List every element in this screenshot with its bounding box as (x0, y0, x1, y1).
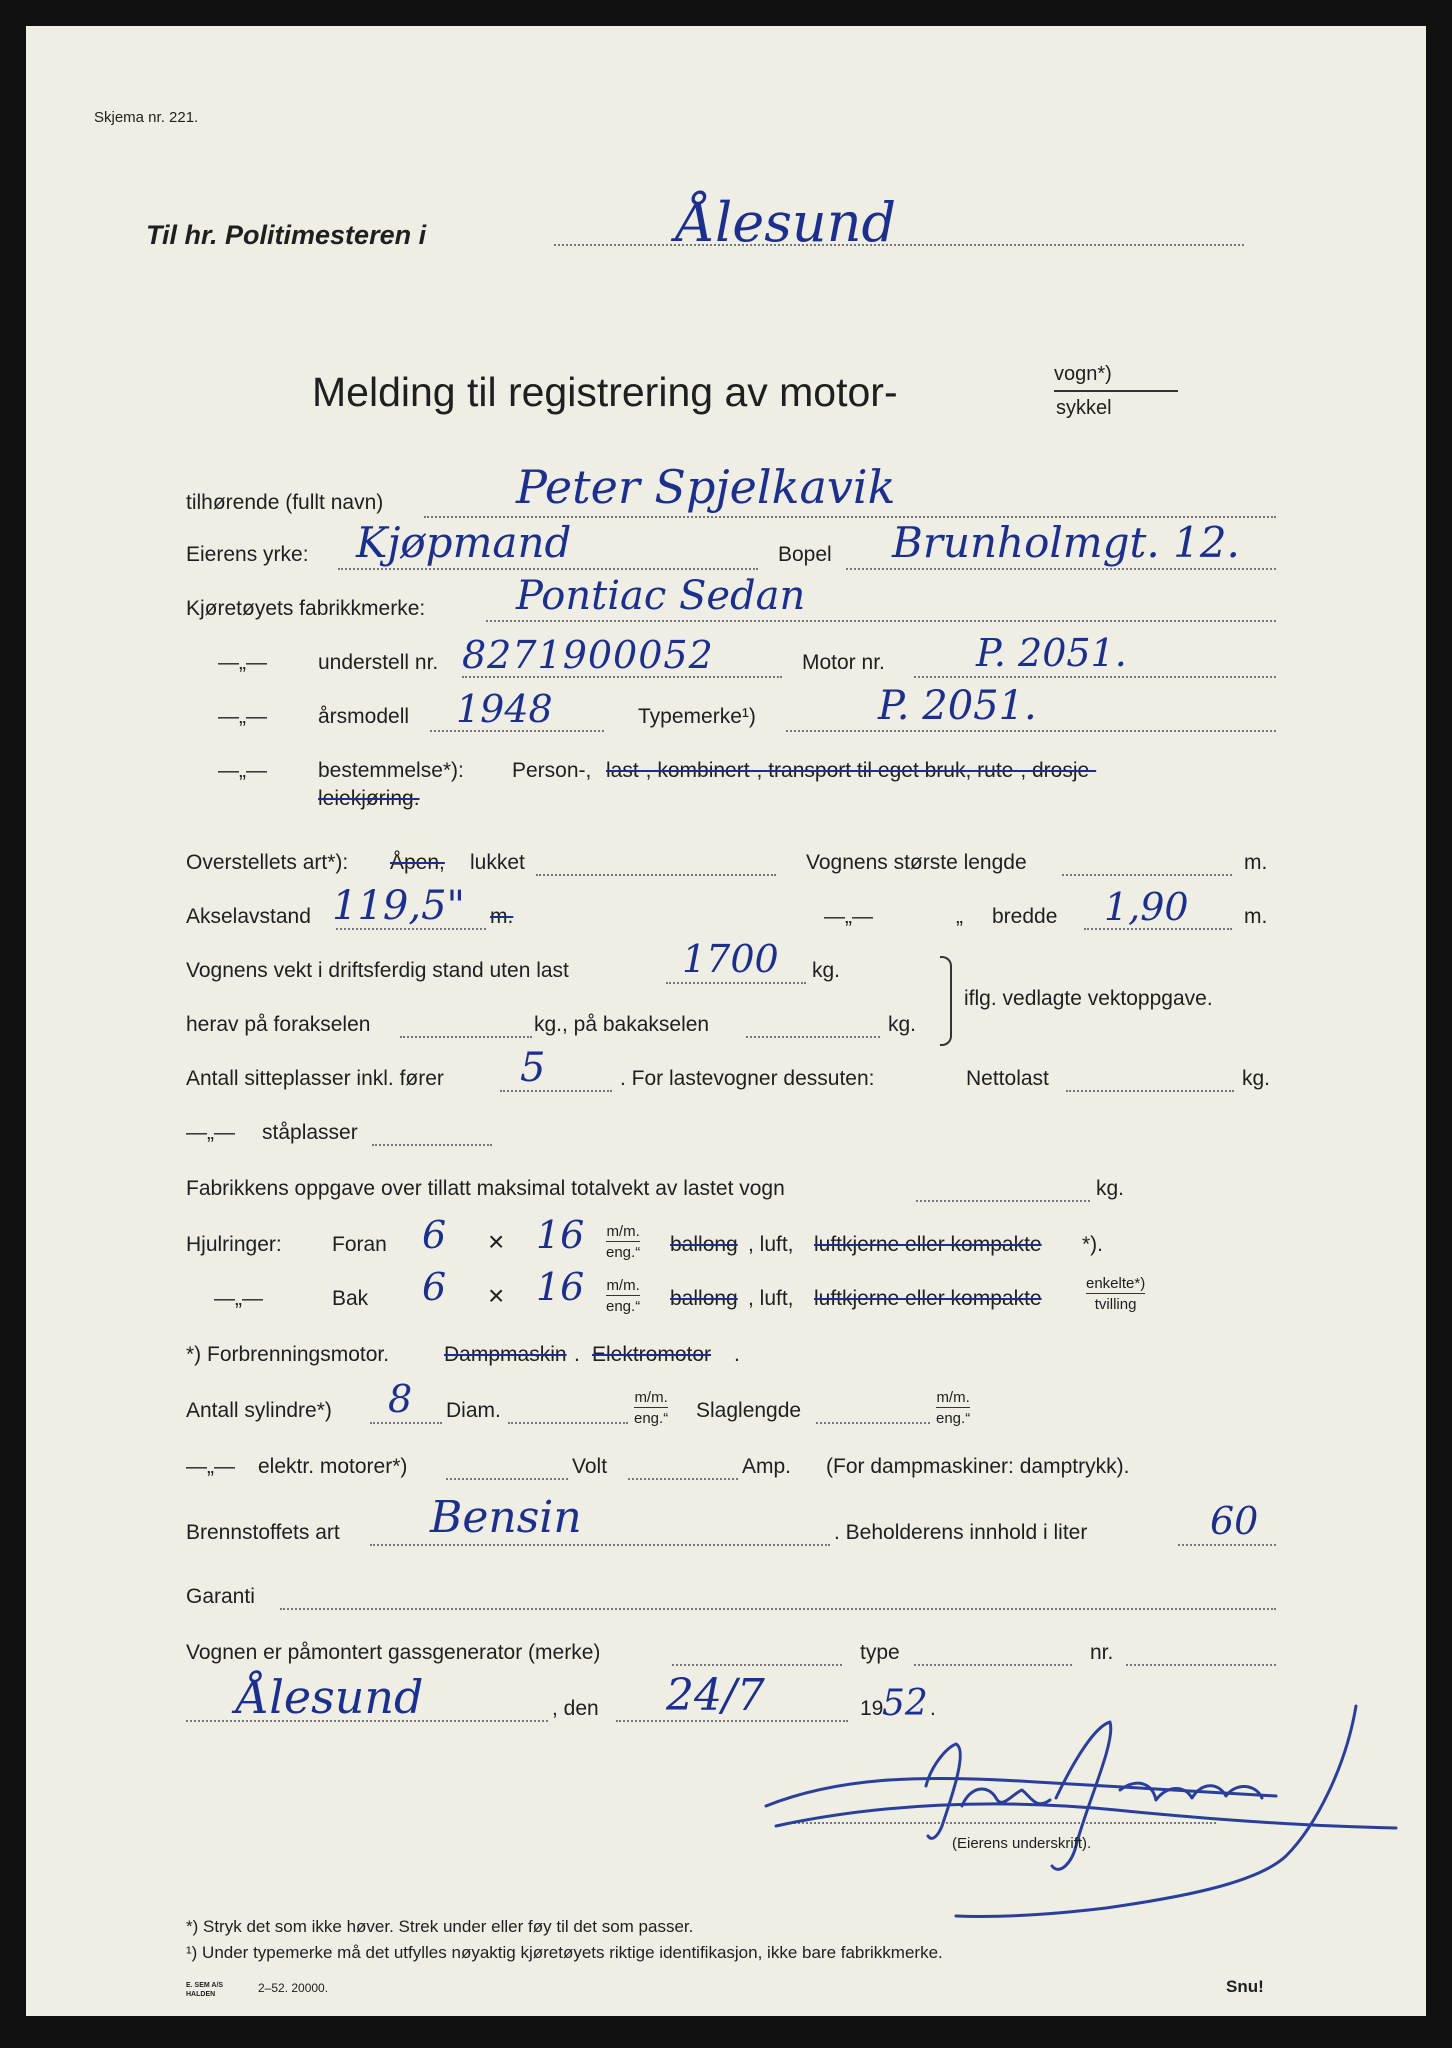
standing-label: ståplasser (262, 1121, 358, 1144)
address-label: Bopel (778, 543, 832, 566)
city-value: Ålesund (676, 191, 897, 254)
guarantee-label: Garanti (186, 1585, 255, 1608)
net-load-label: Nettolast (966, 1067, 1049, 1090)
tyres-rear-solid: luftkjerne eller kompakte (814, 1287, 1042, 1310)
weight-attachment-note: iflg. vedlagte vektoppgave. (964, 987, 1213, 1010)
title-fraction-line (1054, 390, 1178, 392)
occupation-value: Kjøpmand (356, 518, 572, 567)
tyres-rear-label: Bak (332, 1287, 369, 1310)
tyres-rear-mm: m/m. (606, 1277, 640, 1294)
fuel-label: Brennstoffets art (186, 1521, 340, 1544)
year-suffix: 52 (882, 1683, 928, 1724)
printer-city: HALDEN (186, 1991, 216, 1998)
make-value: Pontiac Sedan (516, 573, 806, 619)
steam-engine-label: Dampmaskin (444, 1343, 567, 1366)
tyres-rear-b: 16 (536, 1265, 585, 1309)
wheelbase-unit: m. (490, 905, 514, 928)
occupation-label: Eierens yrke: (186, 543, 309, 566)
motor-no-label: Motor nr. (802, 651, 885, 674)
chassis-label: understell nr. (318, 651, 439, 674)
length-unit: m. (1244, 851, 1268, 874)
owner-name-label: tilhørende (fullt navn) (186, 491, 384, 514)
body-closed: lukket (470, 851, 525, 874)
dash-6: —„— (214, 1287, 263, 1310)
rear-axle-unit: kg. (888, 1013, 917, 1036)
print-code: 2–52. 20000. (258, 1981, 329, 1995)
weight-value: 1700 (682, 937, 779, 981)
tyres-front-note: *). (1082, 1233, 1103, 1256)
tyres-rear-single: enkelte*) (1086, 1275, 1146, 1292)
diameter-label: Diam. (446, 1399, 501, 1422)
tyres-front-b: 16 (536, 1213, 585, 1257)
max-weight-label: Fabrikkens oppgave over tillatt maksimal totalvekt av lastet vogn (186, 1177, 785, 1200)
purpose-leiekjoring: leiekjøring. (318, 787, 420, 810)
seats-label: Antall sitteplasser inkl. fører (186, 1067, 444, 1090)
length-label: Vognens største lengde (806, 851, 1027, 874)
owner-signature (756, 1683, 1416, 1926)
gas-nr-label: nr. (1090, 1641, 1114, 1664)
gas-generator-label: Vognen er påmontert gassgenerator (merke) (186, 1641, 601, 1664)
tyres-front-a: 6 (422, 1213, 447, 1257)
tyres-rear-x: × (488, 1280, 505, 1311)
footnote-2: ¹) Under typemerke må det utfylles nøyaktig kjøretøyets riktige identifikasjon, ikke bare fabrikkmerke. (186, 1943, 943, 1962)
tyres-label: Hjulringer: (186, 1233, 282, 1256)
model-year-label: årsmodell (318, 705, 410, 728)
place-value: Ålesund (236, 1670, 424, 1724)
motor-no-value: P. 2051. (976, 631, 1127, 675)
purpose-label: bestemmelse*): (318, 759, 464, 782)
registration-form-sheet: Skjema nr. 221. Til hr. Politimesteren i Ålesund Melding til registrering av motor- vogn*) sykkel tilhørende (fullt navn) Peter Spjelkavik Eierens yrke: Kjøpmand Bopel Brunholmgt. 12. Kjøretøyets fabrikkmerke: Pontiac Sedan —„— understell nr. 8271900052 Motor nr. P. 2051. —„— årsmodell 1948 Typemerke¹) P. 2051. —„— bestemmelse*): Person-, last-, kombinert-, transport til eget bruk, rute-, drosje- leiekjøring. Overstellets art*): Åpen, lukket Vognens største lengde m. Akselavstand 119,5" m. —„— „ bredde 1,90 m. Vognens vekt i driftsferdig stand uten last 1700 kg. herav på forakselen kg., på bakakselen kg. iflg. vedlagte vektoppgave. Antall sitteplasser inkl. fører 5 . For lastevogner dessuten: Nettolast kg. —„— ståplasser Fabrikkens oppgave over tillatt maksimal totalvekt av lastet vogn kg. Hjulringer: Foran 6 × 16 m/m. eng.“ ballong , luft, luftkjerne eller kompakte *). —„— Bak 6 × 16 m/m. eng.“ ballong , luft, luftkjerne eller kompakte enkelte*) tvilling *) Forbrenningsmotor. Dampmaskin . Elektromotor . Antall sylindre*) 8 Diam. m/m. eng.“ Slaglengde m/m. eng.“ —„— elektr. motorer*) Volt Amp. (For dampmaskiner: damptrykk). Brennstoffets art Bensin . Beholderens innhold i liter 60 Garanti Vognen er påmontert gassgenerator (merke) type nr. Ålesund , den 24/7 19 52 . (Eierens underskrift). *) Stryk det som ikke høver. Strek under eller føy til det som passer. ¹) Under typemerke må det utfylles nøyaktig kjøretøyets riktige identifikasjon, ikke bare fabrikkmerke. E. SEM A/S HALDEN 2–52. 20000. Snu! (26, 26, 1426, 2016)
title-vogn: vogn*) (1054, 363, 1112, 385)
body-open: Åpen, (390, 851, 445, 874)
stroke-mm: m/m. (936, 1389, 970, 1406)
volt-label: Volt (572, 1455, 608, 1478)
footnote-1: *) Stryk det som ikke høver. Strek under eller føy til det som passer. (186, 1917, 694, 1936)
tyres-rear-balloon: ballong (670, 1287, 738, 1310)
width-unit: m. (1244, 905, 1268, 928)
dash-3: —„— (218, 759, 267, 782)
model-year-value: 1948 (456, 687, 553, 731)
tyres-front-solid: luftkjerne eller kompakte (814, 1233, 1042, 1256)
purpose-person: Person-, (512, 759, 592, 782)
weight-bracket (940, 956, 952, 1046)
chassis-value: 8271900052 (462, 633, 714, 677)
tyres-rear-air: , luft, (748, 1287, 794, 1310)
weight-unit: kg. (812, 959, 841, 982)
type-mark-label: Typemerke¹) (638, 705, 756, 728)
to-police-label: Til hr. Politimesteren i (146, 220, 427, 250)
tank-label: . Beholderens innhold i liter (834, 1521, 1088, 1544)
diameter-eng: eng.“ (634, 1410, 669, 1427)
turn-over-note: Snu! (1226, 1977, 1264, 1996)
tyres-rear-a: 6 (422, 1265, 447, 1309)
title-sykkel: sykkel (1056, 397, 1112, 419)
max-weight-unit: kg. (1096, 1177, 1125, 1200)
seats-value: 5 (520, 1045, 546, 1091)
date-value: 24/7 (666, 1670, 765, 1721)
tyres-rear-twin: tvilling (1094, 1296, 1137, 1313)
stroke-eng: eng.“ (936, 1410, 971, 1427)
make-label: Kjøretøyets fabrikkmerke: (186, 597, 426, 620)
dash-4: —„— (824, 905, 873, 928)
purpose-struck-options: last-, kombinert-, transport til eget bruk, rute-, drosje- (606, 759, 1097, 782)
gas-type-label: type (860, 1641, 900, 1664)
tyres-front-balloon: ballong (670, 1233, 738, 1256)
body-type-label: Overstellets art*): (186, 851, 349, 874)
trucks-label: . For lastevogner dessuten: (620, 1067, 875, 1090)
cylinders-label: Antall sylindre*) (186, 1399, 332, 1422)
tyres-front-label: Foran (332, 1233, 387, 1256)
form-title: Melding til registrering av motor- (312, 369, 898, 415)
address-value: Brunholmgt. 12. (892, 518, 1240, 567)
electric-motors-label: elektr. motorer*) (258, 1455, 408, 1478)
diameter-mm: m/m. (634, 1389, 668, 1406)
date-label: , den (552, 1697, 599, 1720)
rear-axle-label: kg., på bakakselen (534, 1013, 710, 1036)
weight-label: Vognens vekt i driftsferdig stand uten last (186, 959, 569, 982)
schema-number: Skjema nr. 221. (94, 109, 199, 126)
net-load-unit: kg. (1242, 1067, 1271, 1090)
wheelbase-label: Akselavstand (186, 905, 311, 928)
fuel-value: Bensin (430, 1492, 582, 1543)
steam-pressure-label: (For dampmaskiner: damptrykk). (826, 1455, 1130, 1478)
printer-name: E. SEM A/S (186, 1982, 224, 1989)
type-mark-value: P. 2051. (878, 683, 1037, 729)
electric-engine-label: Elektromotor (592, 1343, 712, 1366)
tank-value: 60 (1210, 1499, 1259, 1543)
tyres-rear-eng: eng.“ (606, 1298, 641, 1315)
stroke-label: Slaglengde (696, 1399, 802, 1422)
width-quote: „ (956, 905, 963, 928)
dash-1: —„— (218, 651, 267, 674)
width-label: bredde (992, 905, 1058, 928)
combustion-engine-label: *) Forbrenningsmotor. (186, 1343, 390, 1366)
front-axle-label: herav på forakselen (186, 1013, 371, 1036)
tyres-front-air: , luft, (748, 1233, 794, 1256)
year-prefix: 19 (860, 1697, 884, 1720)
owner-name-value: Peter Spjelkavik (516, 460, 896, 514)
owner-signature-caption: (Eierens underskrift). (952, 1835, 1092, 1852)
tyres-front-eng: eng.“ (606, 1244, 641, 1261)
width-value: 1,90 (1104, 885, 1189, 929)
dash-7: —„— (186, 1455, 235, 1478)
dash-2: —„— (218, 705, 267, 728)
amp-label: Amp. (742, 1455, 792, 1478)
cylinders-value: 8 (388, 1377, 413, 1421)
wheelbase-value: 119,5" (332, 883, 465, 929)
dash-5: —„— (186, 1121, 235, 1144)
tyres-front-x: × (488, 1226, 505, 1257)
tyres-front-mm: m/m. (606, 1223, 640, 1240)
